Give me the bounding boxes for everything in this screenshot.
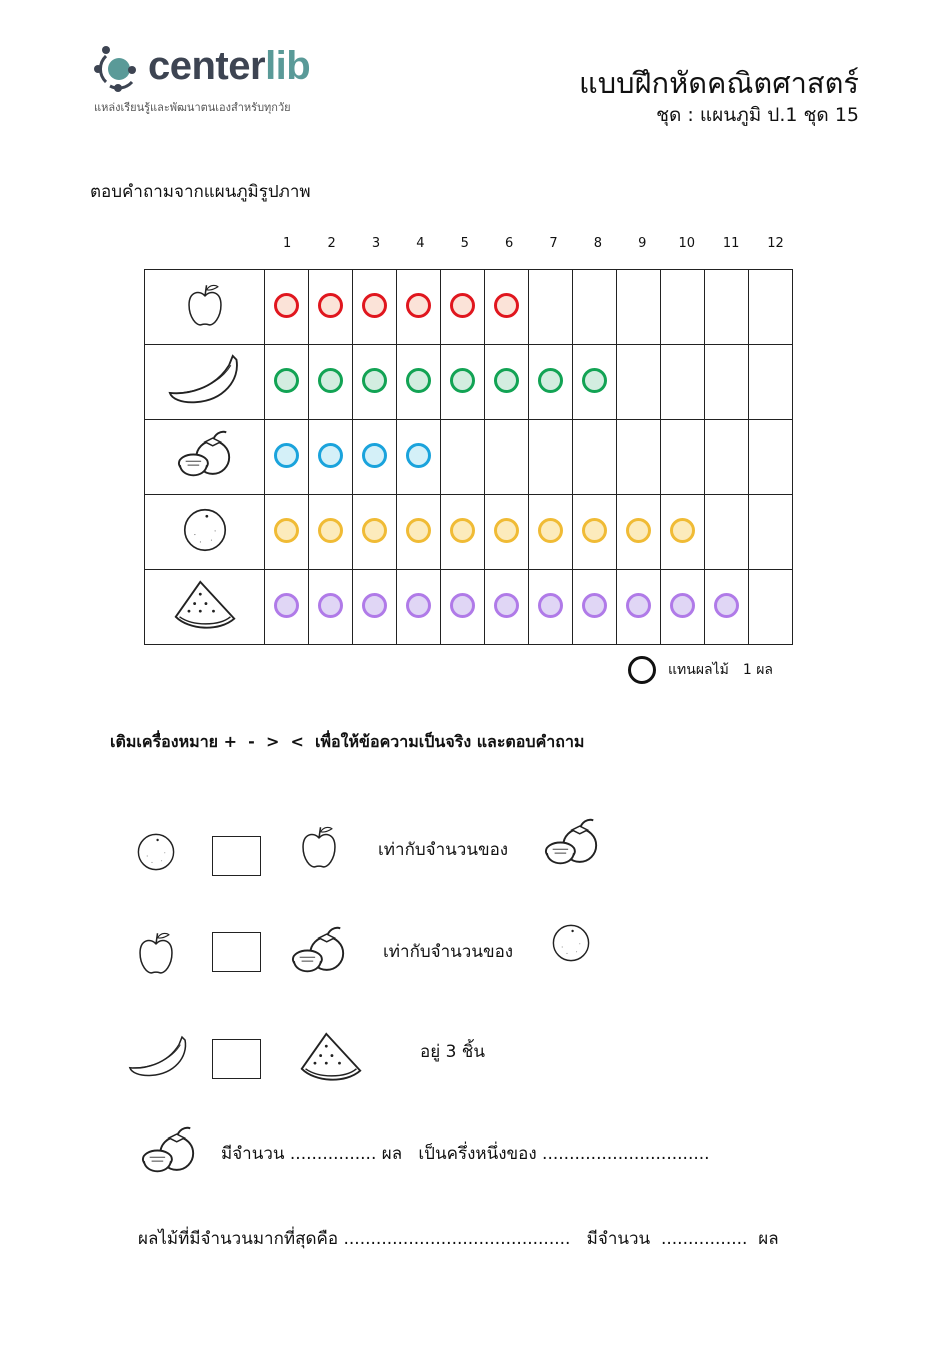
count-cell — [661, 570, 705, 645]
count-cell — [749, 495, 793, 570]
count-cell — [617, 420, 661, 495]
fruit-cell — [145, 420, 265, 495]
count-cell — [617, 495, 661, 570]
watermelon-count-circle — [582, 593, 607, 618]
column-number: 1 — [283, 236, 292, 251]
section1-heading: ตอบคำถามจากแผนภูมิรูปภาพ — [90, 182, 311, 202]
count-cell — [309, 420, 353, 495]
orange-count-circle — [538, 518, 563, 543]
column-numbers — [265, 236, 798, 251]
orange-count-circle — [626, 518, 651, 543]
logo-tagline: แหล่งเรียนรู้และพัฒนาตนเองสำหรับทุกวัย — [94, 101, 291, 114]
orange-count-circle — [582, 518, 607, 543]
mangosteen-icon — [543, 816, 601, 870]
row-apple — [145, 270, 793, 345]
watermelon-count-circle — [714, 593, 739, 618]
fruit-cell — [145, 570, 265, 645]
count-cell — [529, 420, 573, 495]
mangosteen-count-circle — [318, 443, 343, 468]
q3-text: อยู่ 3 ชิ้น — [420, 1042, 485, 1062]
count-cell — [529, 495, 573, 570]
count-cell — [265, 420, 309, 495]
count-cell — [617, 570, 661, 645]
count-cell — [485, 420, 529, 495]
watermelon-icon — [298, 1030, 364, 1084]
count-cell — [397, 420, 441, 495]
apple-icon — [186, 282, 224, 328]
count-cell — [309, 570, 353, 645]
banana-count-circle — [274, 368, 299, 393]
count-cell — [749, 420, 793, 495]
orange-count-circle — [670, 518, 695, 543]
banana-icon — [128, 1034, 190, 1080]
count-cell — [749, 570, 793, 645]
count-cell — [529, 570, 573, 645]
mangosteen-count-circle — [274, 443, 299, 468]
count-cell — [309, 495, 353, 570]
orange-icon — [182, 507, 228, 553]
count-cell — [617, 345, 661, 420]
watermelon-count-circle — [274, 593, 299, 618]
orange-count-circle — [494, 518, 519, 543]
count-cell — [749, 345, 793, 420]
logo-wordmark: centerlib — [148, 44, 311, 88]
legend-text: แทนผลไม้ — [668, 662, 729, 678]
answer-box-2[interactable] — [212, 932, 261, 972]
count-cell — [661, 420, 705, 495]
count-cell — [397, 270, 441, 345]
orange-count-circle — [362, 518, 387, 543]
count-cell — [485, 495, 529, 570]
count-cell — [397, 570, 441, 645]
count-cell — [397, 495, 441, 570]
page-subtitle: ชุด : แผนภูมิ ป.1 ชุด 15 — [656, 104, 859, 126]
count-cell — [441, 420, 485, 495]
count-cell — [353, 420, 397, 495]
count-cell — [617, 270, 661, 345]
row-orange — [145, 495, 793, 570]
count-cell — [485, 570, 529, 645]
count-cell — [265, 270, 309, 345]
count-cell — [705, 345, 749, 420]
count-cell — [661, 270, 705, 345]
column-number: 6 — [505, 236, 514, 251]
mangosteen-icon — [140, 1124, 198, 1178]
count-cell — [485, 270, 529, 345]
count-cell — [309, 345, 353, 420]
q5-text: ผลไม้ที่มีจำนวนมากที่สุดคือ .......................................... มีจำนวน ................ ผล — [138, 1229, 779, 1249]
count-cell — [573, 345, 617, 420]
count-cell — [705, 420, 749, 495]
apple-icon — [300, 824, 338, 870]
count-cell — [353, 345, 397, 420]
legend-unit: 1 ผล — [742, 662, 774, 678]
count-cell — [485, 345, 529, 420]
count-cell — [661, 495, 705, 570]
count-cell — [573, 495, 617, 570]
column-number: 2 — [327, 236, 336, 251]
apple-count-circle — [362, 293, 387, 318]
count-cell — [573, 570, 617, 645]
page-title: แบบฝึกหัดคณิตศาสตร์ — [579, 66, 859, 100]
fruit-cell — [145, 270, 265, 345]
orange-count-circle — [318, 518, 343, 543]
mangosteen-icon — [176, 428, 234, 482]
answer-box-1[interactable] — [212, 836, 261, 876]
watermelon-count-circle — [494, 593, 519, 618]
watermelon-count-circle — [450, 593, 475, 618]
watermelon-icon — [172, 579, 238, 631]
count-cell — [397, 345, 441, 420]
logo-icon — [92, 42, 144, 94]
count-cell — [529, 270, 573, 345]
count-cell — [265, 495, 309, 570]
orange-icon — [551, 923, 591, 963]
apple-count-circle — [450, 293, 475, 318]
answer-box-3[interactable] — [212, 1039, 261, 1079]
row-mangosteen — [145, 420, 793, 495]
banana-count-circle — [362, 368, 387, 393]
count-cell — [441, 270, 485, 345]
count-cell — [705, 495, 749, 570]
banana-count-circle — [494, 368, 519, 393]
count-cell — [265, 570, 309, 645]
banana-count-circle — [450, 368, 475, 393]
count-cell — [705, 270, 749, 345]
watermelon-count-circle — [318, 593, 343, 618]
banana-icon — [168, 352, 242, 408]
section2-heading: เติมเครื่องหมาย + - > < เพื่อให้ข้อความเป็นจริง และตอบคำถาม — [110, 732, 585, 751]
orange-icon — [136, 832, 176, 872]
count-cell — [573, 420, 617, 495]
count-cell — [309, 270, 353, 345]
column-number: 10 — [678, 236, 695, 251]
count-cell — [265, 345, 309, 420]
column-number: 5 — [460, 236, 469, 251]
apple-count-circle — [274, 293, 299, 318]
watermelon-count-circle — [670, 593, 695, 618]
q4-text: มีจำนวน ................ ผล เป็นครึ่งหนึ่งของ ............................... — [221, 1144, 710, 1164]
q2-text: เท่ากับจำนวนของ — [383, 942, 514, 962]
banana-count-circle — [538, 368, 563, 393]
count-cell — [705, 570, 749, 645]
mangosteen-count-circle — [362, 443, 387, 468]
watermelon-count-circle — [362, 593, 387, 618]
watermelon-count-circle — [538, 593, 563, 618]
fruit-cell — [145, 345, 265, 420]
watermelon-count-circle — [626, 593, 651, 618]
apple-count-circle — [318, 293, 343, 318]
count-cell — [749, 270, 793, 345]
column-number: 11 — [722, 236, 740, 251]
count-cell — [573, 270, 617, 345]
row-watermelon — [145, 570, 793, 645]
count-cell — [353, 570, 397, 645]
count-cell — [353, 270, 397, 345]
count-cell — [441, 345, 485, 420]
count-cell — [441, 570, 485, 645]
count-cell — [529, 345, 573, 420]
orange-count-circle — [274, 518, 299, 543]
column-number: 8 — [593, 236, 603, 251]
legend-circle-icon — [628, 656, 656, 684]
banana-count-circle — [406, 368, 431, 393]
count-cell — [441, 495, 485, 570]
banana-count-circle — [582, 368, 607, 393]
count-cell — [661, 345, 705, 420]
watermelon-count-circle — [406, 593, 431, 618]
column-number: 3 — [371, 236, 381, 251]
orange-count-circle — [450, 518, 475, 543]
banana-count-circle — [318, 368, 343, 393]
row-banana — [145, 345, 793, 420]
column-number: 9 — [638, 236, 647, 251]
pictograph-table — [144, 269, 793, 645]
orange-count-circle — [406, 518, 431, 543]
apple-icon — [137, 930, 175, 976]
count-cell — [353, 495, 397, 570]
column-number: 7 — [549, 236, 558, 251]
legend — [628, 656, 773, 684]
apple-count-circle — [406, 293, 431, 318]
mangosteen-icon — [290, 924, 348, 978]
q1-text: เท่ากับจำนวนของ — [378, 840, 509, 860]
column-number: 12 — [767, 236, 784, 251]
apple-count-circle — [494, 293, 519, 318]
fruit-cell — [145, 495, 265, 570]
mangosteen-count-circle — [406, 443, 431, 468]
column-number: 4 — [416, 236, 425, 251]
